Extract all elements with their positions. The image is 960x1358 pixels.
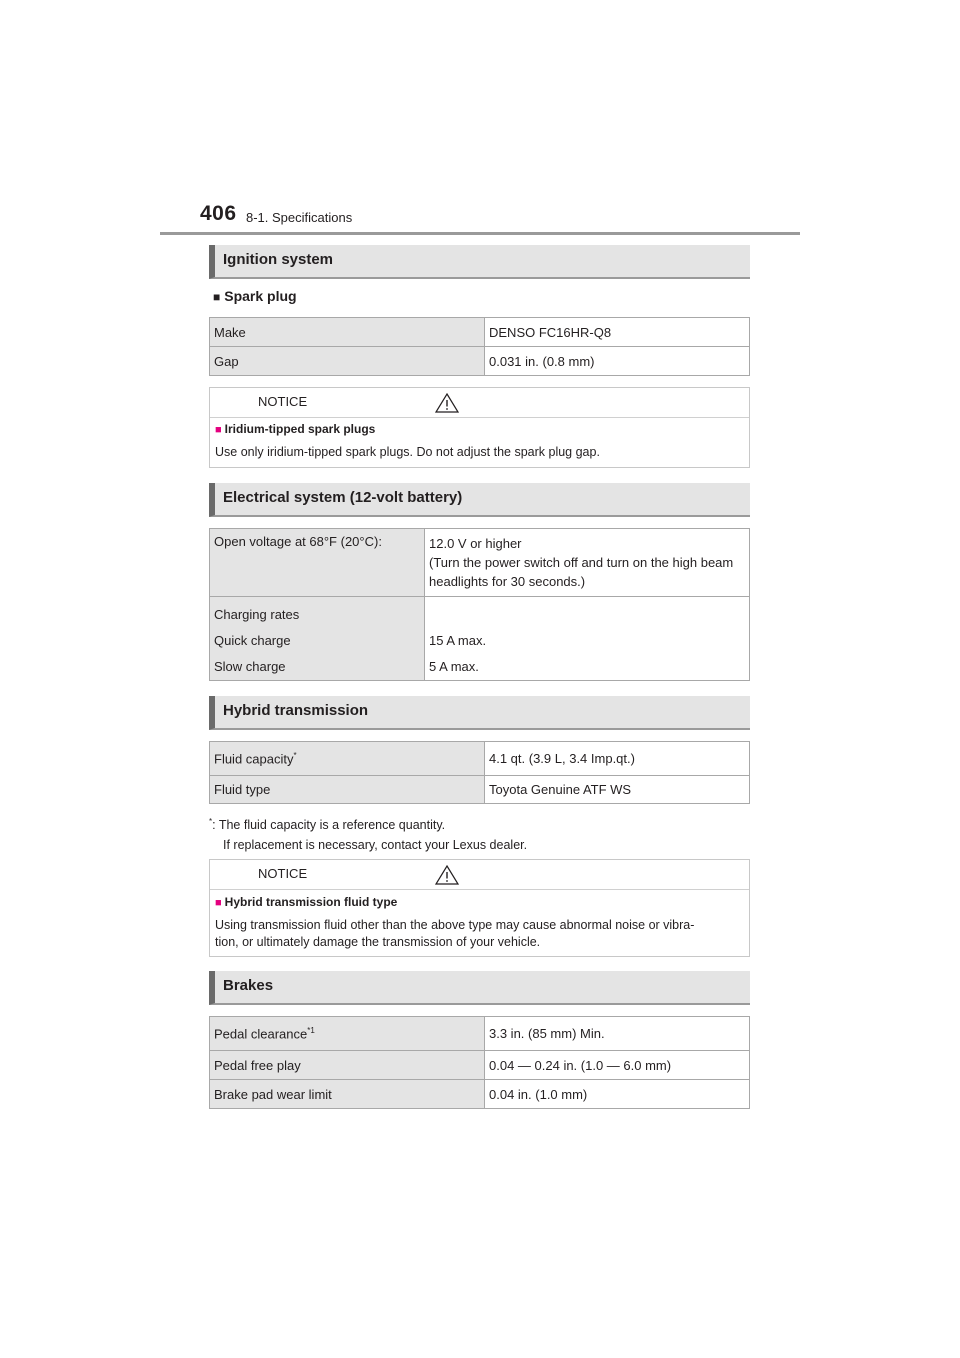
- notice-box-transmission-fluid: [209, 859, 750, 957]
- table-row: [210, 1017, 750, 1051]
- row-label: [210, 597, 425, 681]
- open-voltage-value: 12.0 V or higher: [429, 536, 522, 551]
- footnote-marker: *1: [307, 1025, 315, 1035]
- notice-text-line-2: tion, or ultimately damage the transmission of your vehicle.: [215, 935, 541, 949]
- section-title-electrical: Electrical system (12-volt battery): [223, 489, 463, 506]
- footnote-line-1: : The fluid capacity is a reference quantity.: [212, 818, 446, 833]
- square-bullet-icon: ■: [215, 424, 222, 436]
- slow-charge-value: 5 A max.: [429, 659, 479, 674]
- notice-header: [210, 388, 749, 418]
- table-row: [210, 742, 750, 776]
- footnote-marker: *: [209, 817, 213, 826]
- table-row: [210, 1051, 750, 1080]
- fluid-capacity-label: Fluid capacity: [214, 751, 294, 767]
- subheading-label: Spark plug: [224, 288, 297, 304]
- notice-text: Use only iridium-tipped spark plugs. Do not adjust the spark plug gap.: [215, 445, 600, 459]
- table-row: [210, 529, 750, 597]
- row-label: [210, 1017, 485, 1051]
- header-rule: [160, 232, 800, 235]
- electrical-table: [209, 528, 750, 681]
- notice-text: [215, 917, 729, 951]
- section-title-brakes: Brakes: [223, 977, 274, 994]
- row-label: Brake pad wear limit: [210, 1080, 485, 1109]
- table-row: [210, 347, 750, 376]
- row-value: 3.3 in. (85 mm) Min.: [485, 1017, 750, 1051]
- quick-charge-label: Quick charge: [214, 633, 291, 648]
- open-voltage-note-line-1: (Turn the power switch off and turn on the high beam: [429, 555, 734, 570]
- square-bullet-icon: ■: [213, 290, 221, 304]
- table-row: [210, 776, 750, 804]
- warning-triangle-icon: [435, 865, 459, 885]
- section-header-transmission: [209, 696, 750, 730]
- subheading-spark-plug: [213, 288, 297, 304]
- row-value: DENSO FC16HR-Q8: [485, 318, 750, 347]
- warning-triangle-icon: [435, 393, 459, 413]
- charging-rates-label: Charging rates: [214, 607, 300, 622]
- table-row: [210, 1080, 750, 1109]
- footnote-line-2: If replacement is necessary, contact your Lexus dealer.: [223, 838, 528, 853]
- row-value: 0.04 — 0.24 in. (1.0 — 6.0 mm): [485, 1051, 750, 1080]
- row-label: Fluid type: [210, 776, 485, 804]
- row-value: [425, 529, 750, 597]
- brakes-table: [209, 1016, 750, 1109]
- chapter-title: 8-1. Specifications: [246, 210, 353, 225]
- transmission-table: [209, 741, 750, 804]
- section-title-transmission: Hybrid transmission: [223, 702, 369, 719]
- table-row: [210, 597, 750, 681]
- square-bullet-icon: ■: [215, 897, 222, 909]
- footnote-marker: *: [293, 750, 297, 760]
- row-label: [210, 742, 485, 776]
- notice-label: NOTICE: [258, 866, 308, 881]
- row-label: Make: [210, 318, 485, 347]
- row-value: 0.031 in. (0.8 mm): [485, 347, 750, 376]
- notice-subtitle: ■ Iridium-tipped spark plugs: [215, 422, 376, 436]
- row-label: Pedal free play: [210, 1051, 485, 1080]
- notice-label: NOTICE: [258, 394, 308, 409]
- row-label: Open voltage at 68°F (20°C):: [210, 529, 425, 597]
- notice-subtitle: ■ Hybrid transmission fluid type: [215, 895, 398, 909]
- slow-charge-label: Slow charge: [214, 659, 286, 674]
- notice-header: [210, 860, 749, 890]
- row-value: 4.1 qt. (3.9 L, 3.4 Imp.qt.): [485, 742, 750, 776]
- row-label: Gap: [210, 347, 485, 376]
- row-value: [425, 597, 750, 681]
- section-title-ignition: Ignition system: [223, 251, 334, 268]
- page-number: 406: [200, 202, 237, 225]
- notice-box-spark-plugs: [209, 387, 750, 468]
- open-voltage-note-line-2: headlights for 30 seconds.): [429, 574, 586, 589]
- pedal-clearance-label: Pedal clearance: [214, 1026, 308, 1042]
- section-header-brakes: [209, 971, 750, 1005]
- section-header-ignition: [209, 245, 750, 279]
- quick-charge-value: 15 A max.: [429, 633, 487, 648]
- transmission-footnote: [209, 812, 527, 855]
- row-value: Toyota Genuine ATF WS: [485, 776, 750, 804]
- notice-text-line-1: Using transmission fluid other than the above type may cause abnormal noise or vibra-: [215, 918, 695, 932]
- section-header-electrical: [209, 483, 750, 517]
- spark-plug-table: [209, 317, 750, 376]
- table-row: [210, 318, 750, 347]
- row-value: 0.04 in. (1.0 mm): [485, 1080, 750, 1109]
